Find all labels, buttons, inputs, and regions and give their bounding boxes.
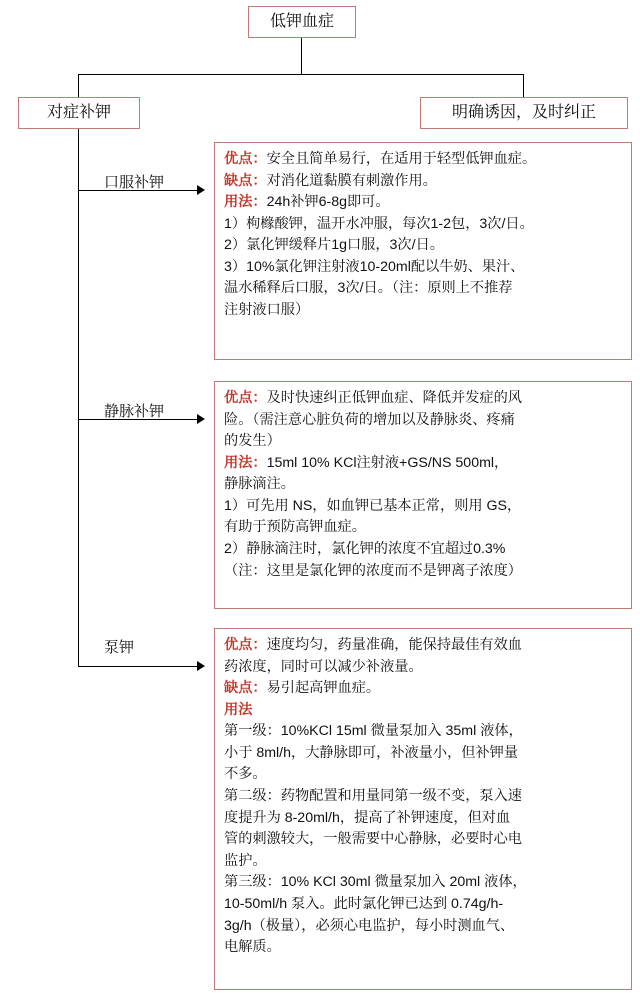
panel-body-text: 小于 8ml/h，大静脉即可，补液量小，但补钾量 bbox=[224, 744, 519, 761]
panel-pump-supplement bbox=[214, 628, 632, 990]
panel-text-line bbox=[224, 410, 623, 432]
panel-keyword: 用法： bbox=[224, 454, 267, 471]
panel-oral-supplement bbox=[214, 142, 632, 360]
panel-text-line bbox=[224, 829, 623, 851]
panel-body-text: 监护。 bbox=[224, 852, 267, 869]
panel-body-text: 电解质。 bbox=[224, 939, 281, 956]
sub-label-iv-supplement: 静脉补钾 bbox=[104, 403, 165, 420]
panel-body-text: 24h补钾6-8g即可。 bbox=[266, 194, 390, 211]
node-root bbox=[248, 6, 356, 38]
arrow-pump bbox=[197, 661, 205, 671]
connector-root-down bbox=[301, 38, 302, 74]
panel-body-text: 药浓度，同时可以减少补液量。 bbox=[224, 658, 423, 675]
panel-text-line bbox=[224, 171, 623, 193]
node-branch-symptomatic-label: 对症补钾 bbox=[46, 104, 111, 122]
node-branch-cause-label: 明确诱因，及时纠正 bbox=[451, 104, 596, 122]
sub-label-oral-supplement: 口服补钾 bbox=[104, 174, 165, 191]
panel-body-text: 险。（需注意心脏负荷的增加以及静脉炎、疼痛 bbox=[224, 411, 515, 428]
panel-text-line bbox=[224, 149, 623, 171]
panel-body-text: 不多。 bbox=[224, 766, 267, 783]
arrow-iv bbox=[197, 414, 205, 424]
panel-text-line bbox=[224, 561, 623, 583]
panel-body-text: 对消化道黏膜有刺激作用。 bbox=[266, 172, 437, 189]
panel-body-text: 注射液口服） bbox=[224, 302, 310, 319]
panel-text-line bbox=[224, 700, 623, 722]
panel-text-line bbox=[224, 517, 623, 539]
panel-text-line bbox=[224, 635, 623, 657]
panel-body-text: 静脉滴注。 bbox=[224, 476, 295, 493]
panel-text-line bbox=[224, 743, 623, 765]
node-branch-symptomatic bbox=[18, 97, 140, 129]
arrow-oral bbox=[197, 185, 205, 195]
panel-body-text: 3g/h（极量），必须心电监护，每小时测血气、 bbox=[224, 917, 515, 934]
panel-body-text: 10-50ml/h 泵入。此时氯化钾已达到 0.74g/h- bbox=[224, 895, 504, 912]
panel-body-text: 15ml 10% KCl注射液+GS/NS 500ml， bbox=[266, 454, 509, 471]
panel-text-line bbox=[224, 894, 623, 916]
panel-body-text: 3）10%氯化钾注射液10-20ml配以牛奶、果汁、 bbox=[224, 258, 525, 275]
panel-body-text: 有助于预防高钾血症。 bbox=[224, 519, 366, 536]
panel-text-line bbox=[224, 257, 623, 279]
panel-text-line bbox=[224, 872, 623, 894]
panel-body-text: 及时快速纠正低钾血症、降低并发症的风 bbox=[266, 390, 522, 406]
panel-text-line bbox=[224, 214, 623, 236]
panel-body-text: 第一级：10%KCl 15ml 微量泵加入 35ml 液体， bbox=[224, 723, 523, 740]
panel-text-line bbox=[224, 937, 623, 959]
panel-body-text: 温水稀释后口服，3次/日。（注：原则上不推荐 bbox=[224, 280, 513, 297]
panel-body-text: 速度均匀，药量准确，能保持最佳有效血 bbox=[266, 637, 522, 653]
connector-pump-branch bbox=[78, 666, 198, 667]
panel-keyword: 用法 bbox=[224, 701, 253, 718]
panel-text-line bbox=[224, 539, 623, 561]
panel-text-line bbox=[224, 678, 623, 700]
panel-body-text: 安全且简单易行，在适用于轻型低钾血症。 bbox=[266, 151, 537, 167]
panel-body-text: 第三级：10% KCl 30ml 微量泵加入 20ml 液体， bbox=[224, 874, 527, 891]
panel-body-text: （注：这里是氯化钾的浓度而不是钾离子浓度） bbox=[224, 562, 522, 579]
panel-keyword: 缺点： bbox=[224, 680, 267, 697]
panel-text-line bbox=[224, 453, 623, 475]
connector-left-down bbox=[78, 74, 79, 97]
panel-keyword: 优点： bbox=[224, 390, 267, 406]
panel-body-text: 1）可先用 NS，如血钾已基本正常，则用 GS， bbox=[224, 497, 522, 514]
panel-body-text: 的发生） bbox=[224, 433, 281, 450]
panel-text-line bbox=[224, 657, 623, 679]
connector-top-horizontal bbox=[78, 74, 524, 75]
panel-text-line bbox=[224, 764, 623, 786]
panel-body-text: 度提升为 8-20ml/h，提高了补钾速度，但对血 bbox=[224, 809, 511, 826]
panel-text-line bbox=[224, 192, 623, 214]
panel-text-line bbox=[224, 916, 623, 938]
connector-right-down bbox=[523, 74, 524, 97]
node-root-label: 低钾血症 bbox=[269, 13, 334, 31]
panel-body-text: 易引起高钾血症。 bbox=[266, 680, 381, 697]
panel-text-line bbox=[224, 300, 623, 322]
panel-keyword: 缺点： bbox=[224, 172, 267, 189]
panel-body-text: 第二级：药物配置和用量同第一级不变，泵入速 bbox=[224, 788, 522, 805]
panel-iv-supplement bbox=[214, 381, 632, 609]
panel-text-line bbox=[224, 786, 623, 808]
panel-text-line bbox=[224, 721, 623, 743]
panel-text-line bbox=[224, 235, 623, 257]
sub-label-pump-supplement: 泵钾 bbox=[104, 639, 135, 656]
panel-text-line bbox=[224, 388, 623, 410]
panel-keyword: 优点： bbox=[224, 151, 267, 167]
panel-text-line bbox=[224, 278, 623, 300]
panel-text-line bbox=[224, 851, 623, 873]
panel-body-text: 2）氯化钾缓释片1g口服，3次/日。 bbox=[224, 237, 444, 254]
panel-text-line bbox=[224, 431, 623, 453]
panel-body-text: 2）静脉滴注时，氯化钾的浓度不宜超过0.3% bbox=[224, 541, 506, 558]
panel-body-text: 1）枸橼酸钾，温开水冲服，每次1-2包，3次/日。 bbox=[224, 215, 534, 232]
panel-text-line bbox=[224, 496, 623, 518]
panel-keyword: 优点： bbox=[224, 637, 267, 653]
panel-keyword: 用法： bbox=[224, 194, 267, 211]
panel-body-text: 管的刺激较大，一般需要中心静脉，必要时心电 bbox=[224, 831, 522, 848]
node-branch-cause bbox=[420, 97, 628, 129]
panel-text-line bbox=[224, 474, 623, 496]
panel-text-line bbox=[224, 808, 623, 830]
connector-left-spine bbox=[78, 129, 79, 666]
